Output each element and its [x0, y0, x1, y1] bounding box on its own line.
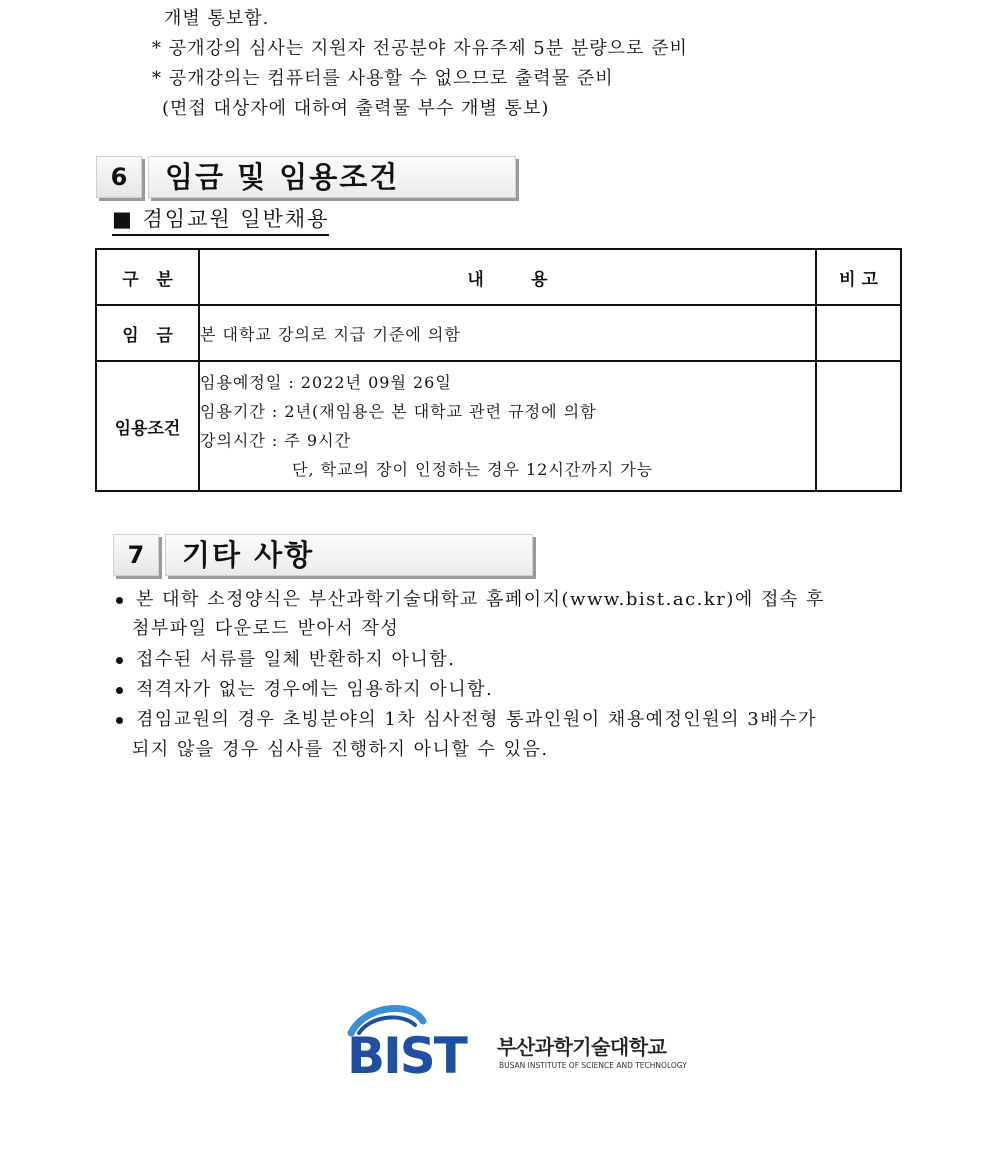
- section-7-number: 7: [113, 534, 159, 576]
- section-6-subheading: ■ 겸임교원 일반채용: [112, 203, 329, 236]
- bullet-icon: [116, 597, 123, 604]
- bist-logo-mark: [345, 1003, 495, 1079]
- conditions-line: 임용예정일 : 2022년 09월 26일: [200, 373, 452, 392]
- table-row-wage: [96, 305, 901, 361]
- header-content: 내 용: [199, 249, 816, 305]
- section-7-title: 기타 사항: [165, 534, 533, 576]
- header-category: 구 분: [96, 249, 199, 305]
- intro-line-3: * 공개강의는 컴퓨터를 사용할 수 없으므로 출력물 준비: [152, 68, 614, 89]
- logo-english-name: BUSAN INSTITUTE OF SCIENCE AND TECHNOLOGY: [499, 1061, 687, 1070]
- conditions-line: 단, 학교의 장이 인정하는 경우 12시간까지 가능: [292, 460, 654, 479]
- conditions-note: [816, 361, 901, 491]
- section-6-title: 임금 및 임용조건: [148, 156, 516, 198]
- bullet-text: 겸임교원의 경우 초빙분야의 1차 심사전형 통과인원이 채용예정인원의 3배수가: [136, 709, 817, 730]
- list-item: [116, 585, 825, 611]
- conditions-content: [199, 361, 816, 491]
- list-item-continuation: 되지 않을 경우 심사를 진행하지 아니할 수 있음.: [132, 739, 549, 760]
- section-6-number: 6: [96, 156, 142, 198]
- list-item: [116, 645, 455, 671]
- employment-conditions-table: [95, 248, 902, 492]
- bullet-text: 접수된 서류를 일체 반환하지 아니함.: [136, 649, 456, 670]
- list-item: [116, 705, 817, 731]
- intro-line-4: (면접 대상자에 대하여 출력물 부수 개별 통보): [162, 98, 550, 119]
- intro-line-2: * 공개강의 심사는 지원자 전공분야 자유주제 5분 분량으로 준비: [152, 38, 688, 59]
- table-row-conditions: [96, 361, 901, 491]
- bullet-icon: [116, 717, 123, 724]
- wage-label: 임 금: [96, 305, 199, 361]
- logo-korean-name: 부산과학기술대학교: [497, 1035, 667, 1059]
- intro-line-1: 개별 통보함.: [164, 8, 270, 29]
- bullet-text: 적격자가 없는 경우에는 임용하지 아니함.: [136, 679, 494, 700]
- bullet-icon: [116, 687, 123, 694]
- list-item-continuation: 첨부파일 다운로드 받아서 작성: [132, 618, 400, 639]
- conditions-line: 임용기간 : 2년(재임용은 본 대학교 관련 규정에 의함: [200, 402, 597, 421]
- header-note: 비 고: [816, 249, 901, 305]
- section-7-heading: [113, 534, 543, 578]
- bist-logo: [345, 1003, 687, 1083]
- bullet-icon: [116, 657, 123, 664]
- wage-content: 본 대학교 강의로 지급 기준에 의함: [199, 305, 816, 361]
- conditions-line: 강의시간 : 주 9시간: [200, 431, 352, 450]
- wage-note: [816, 305, 901, 361]
- conditions-label: 임용조건: [96, 361, 199, 491]
- bullet-text: 본 대학 소정양식은 부산과학기술대학교 홈페이지(www.bist.ac.kr)에 접속 후: [136, 589, 825, 610]
- section-6-heading: [96, 156, 526, 200]
- list-item: [116, 675, 493, 701]
- table-header-row: [96, 249, 901, 305]
- svg-text:BIST: BIST: [347, 1027, 466, 1079]
